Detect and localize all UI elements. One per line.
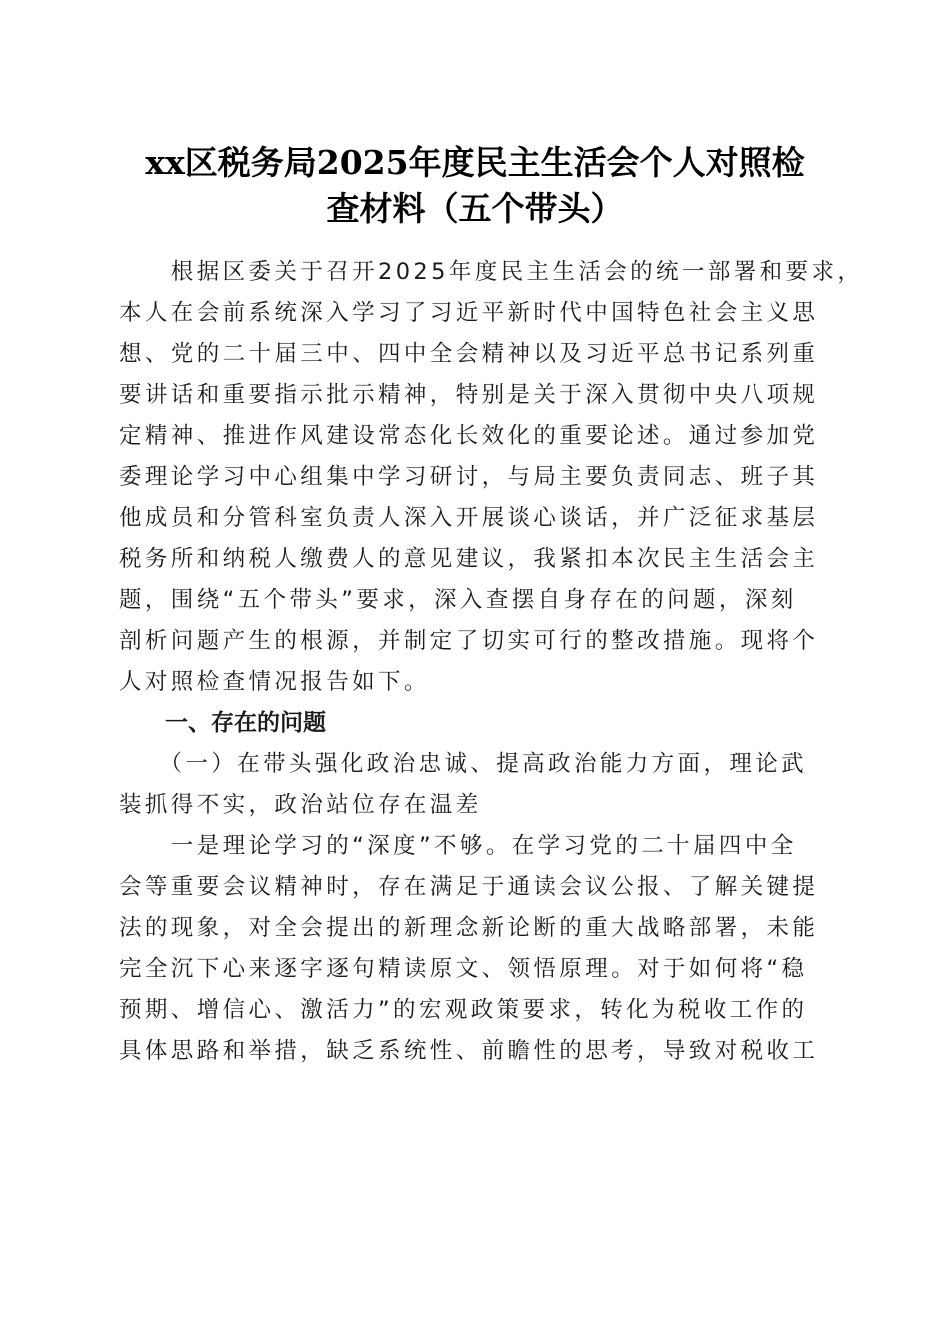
point-1-line-3: 法的现象，对全会提出的新理念新论断的重大战略部署，未能	[119, 915, 819, 941]
intro-line-1: 根据区委关于召开2025年度民主生活会的统一部署和要求，	[119, 259, 864, 285]
intro-line-5: 定精神、推进作风建设常态化长效化的重要论述。通过参加党	[119, 423, 819, 449]
intro-line-6: 委理论学习中心组集中学习研讨，与局主要负责同志、班子其	[119, 464, 819, 490]
point-1-line-6: 具体思路和举措，缺乏系统性、前瞻性的思考，导致对税收工	[119, 1038, 819, 1064]
point-1-line-2: 会等重要会议精神时，存在满足于通读会议公报、了解关键提	[119, 874, 819, 900]
section-heading-problems: 一、存在的问题	[119, 710, 326, 736]
intro-line-3: 想、党的二十届三中、四中全会精神以及习近平总书记系列重	[119, 341, 819, 367]
intro-line-10: 剖析问题产生的根源，并制定了切实可行的整改措施。现将个	[119, 628, 819, 654]
document-title-line-1: xx区税务局2025年度民主生活会个人对照检	[145, 143, 805, 182]
intro-line-8: 税务所和纳税人缴费人的意见建议，我紧扣本次民主生活会主	[119, 546, 819, 572]
intro-line-11: 人对照检查情况报告如下。	[119, 669, 430, 695]
point-1-line-1: 一是理论学习的“深度”不够。在学习党的二十届四中全	[119, 833, 797, 859]
point-1-line-4: 完全沉下心来逐字逐句精读原文、领悟原理。对于如何将“稳	[119, 956, 808, 982]
intro-line-7: 他成员和分管科室负责人深入开展谈心谈话，并广泛征求基层	[119, 505, 819, 531]
document-title-line-2: 查材料（五个带头）	[326, 189, 624, 228]
subheading-line-2: 装抓得不实，政治站位存在温差	[119, 792, 482, 818]
point-1-line-5: 预期、增信心、激活力”的宏观政策要求，转化为税收工作的	[119, 997, 808, 1023]
intro-line-4: 要讲话和重要指示批示精神，特别是关于深入贯彻中央八项规	[119, 382, 819, 408]
intro-line-9: 题，围绕“五个带头”要求，深入查摆自身存在的问题，深刻	[119, 587, 797, 613]
intro-line-2: 本人在会前系统深入学习了习近平新时代中国特色社会主义思	[119, 300, 819, 326]
subheading-line-1: （一）在带头强化政治忠诚、提高政治能力方面，理论武	[119, 751, 808, 777]
